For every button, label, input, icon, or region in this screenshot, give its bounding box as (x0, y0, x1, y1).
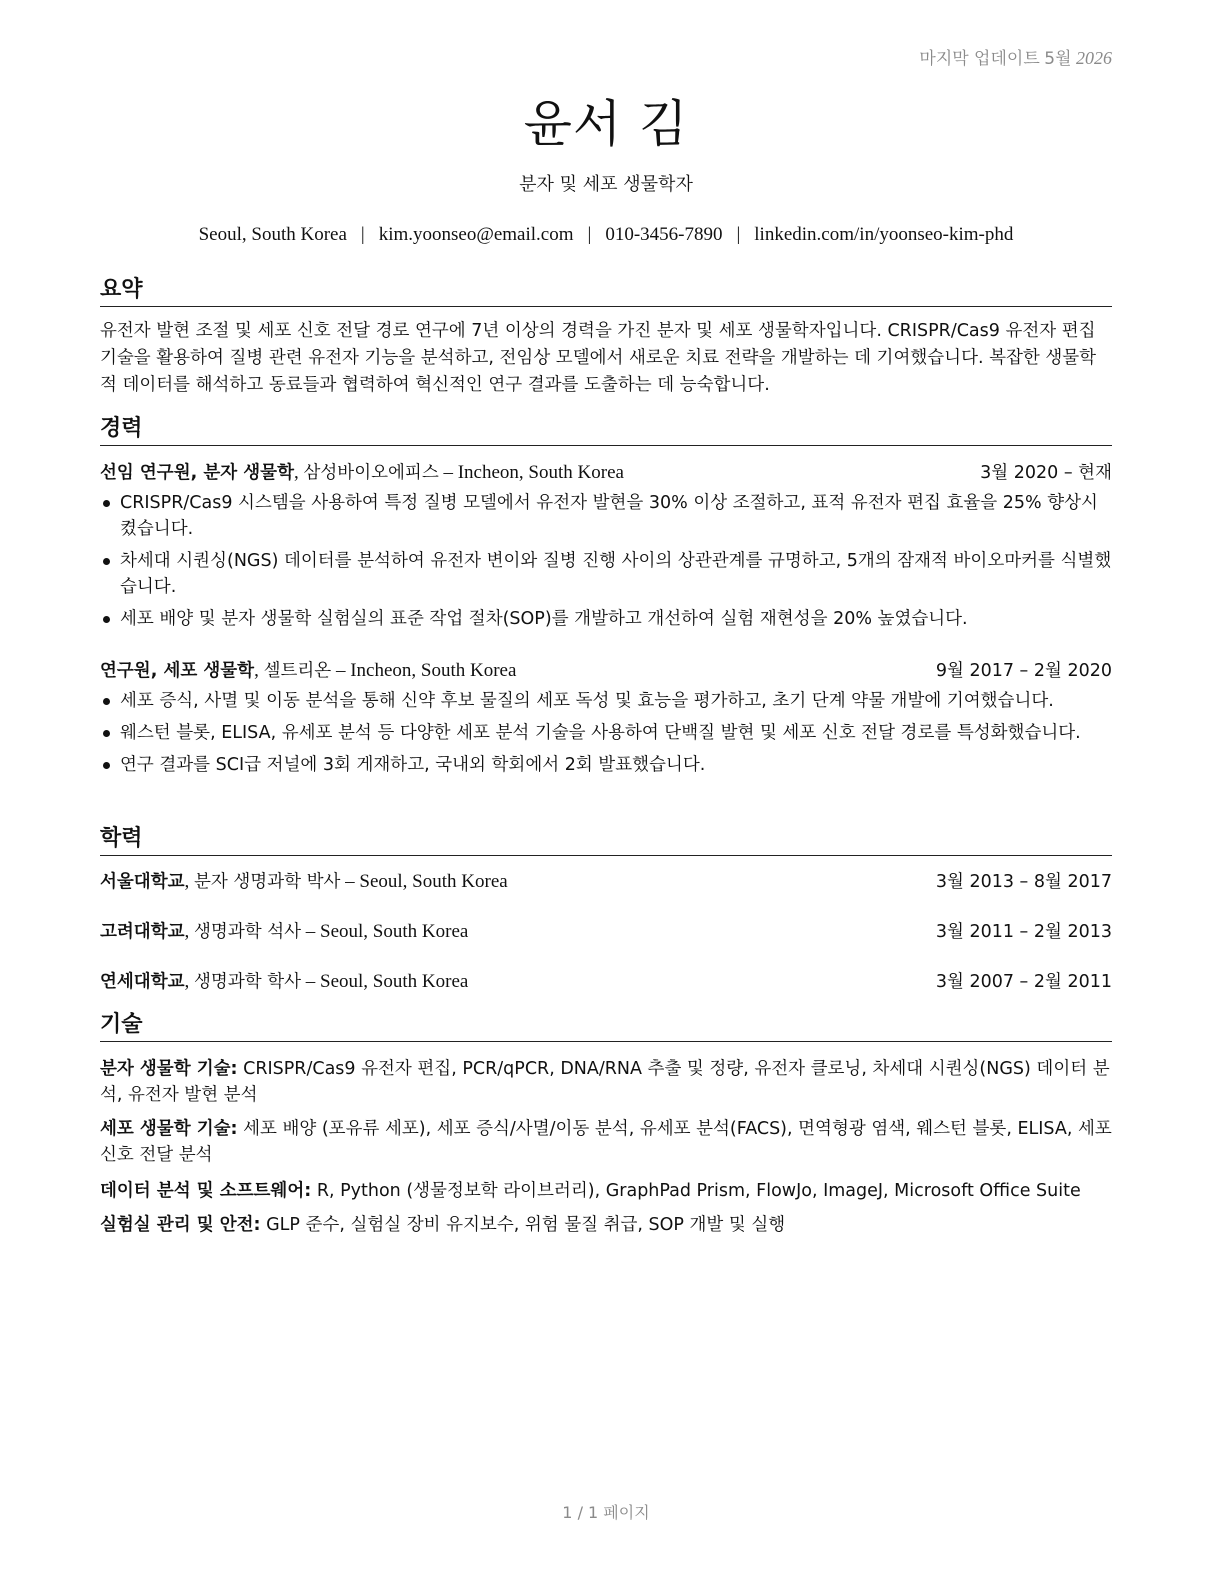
job-bullets (100, 490, 1112, 638)
job-location: Incheon, South Korea (350, 660, 517, 681)
job-dates: 3월 2020 – 현재 (980, 463, 1112, 483)
contact-email[interactable]: kim.yoonseo@email.com (378, 224, 574, 245)
job-bullet: 웨스턴 블롯, ELISA, 유세포 분석 등 다양한 세포 분석 기술을 사용하여 단백질 발현 및 세포 신호 전달 경로를 특성화했습니다. (100, 720, 1112, 746)
section-title-summary: 요약 (100, 276, 1112, 307)
degree: 생명과학 학사 (194, 972, 302, 992)
skill-row (100, 1116, 1112, 1168)
summary-text: 유전자 발현 조절 및 세포 신호 전달 경로 연구에 7년 이상의 경력을 가진 분자 및 세포 생물학자입니다. CRISPR/Cas9 유전자 편집 기술을 활용하여 질병 관련 유전자 기능을 분석하고, 전임상 모델에서 새로운 치료 전략을 개발하는 데 기여했습니다. 복잡한 생물학적 데이터를 해석하고 동료들과 협력하여 혁신적인 연구 결과를 도출하는 데 능숙합니다. (100, 321, 1097, 395)
job-location: Incheon, South Korea (457, 462, 624, 483)
education-dates: 3월 2011 – 2월 2013 (935, 922, 1112, 942)
skill-label: 분자 생물학 기술: (100, 1059, 238, 1079)
education-location: Seoul, South Korea (359, 871, 508, 892)
skill-value: R, Python (생물정보학 라이브러리), GraphPad Prism, FlowJo, ImageJ, Microsoft Office Suite (316, 1181, 1081, 1201)
skill-value: CRISPR/Cas9 유전자 편집, PCR/qPCR, DNA/RNA 추출 및 정량, 유전자 클로닝, 차세대 시퀀싱(NGS) 데이터 분석, 유전자 발현 분석 (100, 1059, 1110, 1105)
contact-separator: | (360, 224, 365, 245)
job-header: 선임 연구원, 분자 생물학, 삼성바이오에피스 – Incheon, South Korea 3월 2020 – 현재 (100, 460, 1112, 486)
education-item: 고려대학교, 생명과학 석사 – Seoul, South Korea 3월 2011 – 2월 2013 (100, 921, 1112, 942)
school-name: 서울대학교 (100, 872, 185, 892)
last-updated-year: 2026 (1076, 48, 1112, 68)
education-dates: 3월 2007 – 2월 2011 (935, 972, 1112, 992)
skill-label: 세포 생물학 기술: (100, 1119, 238, 1139)
job-bullet: 세포 배양 및 분자 생물학 실험실의 표준 작업 절차(SOP)를 개발하고 개선하여 실험 재현성을 20% 높였습니다. (100, 606, 1112, 632)
job-bullet: 세포 증식, 사멸 및 이동 분석을 통해 신약 후보 물질의 세포 독성 및 효능을 평가하고, 초기 단계 약물 개발에 기여했습니다. (100, 688, 1112, 714)
education-dates: 3월 2013 – 8월 2017 (935, 872, 1112, 892)
degree: 생명과학 석사 (194, 922, 302, 942)
job-bullets (100, 688, 1112, 784)
job-dates: 9월 2017 – 2월 2020 (935, 661, 1112, 681)
skill-label: 데이터 분석 및 소프트웨어: (100, 1181, 312, 1201)
section-title-skills: 기술 (100, 1011, 1112, 1042)
school-name: 연세대학교 (100, 972, 185, 992)
headline: 분자 및 세포 생물학자 (519, 174, 693, 195)
job-bullet: 연구 결과를 SCI급 저널에 3회 게재하고, 국내외 학회에서 2회 발표했습니다. (100, 752, 1112, 778)
skill-value: 세포 배양 (포유류 세포), 세포 증식/사멸/이동 분석, 유세포 분석(FACS), 면역형광 염색, 웨스턴 블롯, ELISA, 세포 신호 전달 분석 (100, 1119, 1112, 1165)
contact-linkedin[interactable]: linkedin.com/in/yoonseo-kim-phd (754, 224, 1014, 245)
education-item: 서울대학교, 분자 생명과학 박사 – Seoul, South Korea 3월 2013 – 8월 2017 (100, 871, 1112, 892)
education-location: Seoul, South Korea (320, 921, 469, 942)
job-company: 삼성바이오에피스 (303, 463, 439, 483)
degree: 분자 생명과학 박사 (194, 872, 341, 892)
job-bullet: 차세대 시퀀싱(NGS) 데이터를 분석하여 유전자 변이와 질병 진행 사이의 상관관계를 규명하고, 5개의 잠재적 바이오마커를 식별했습니다. (100, 548, 1112, 600)
last-updated (919, 44, 1112, 69)
page-footer: 1 / 1 페이지 (562, 1503, 650, 1522)
contact-separator: | (587, 224, 592, 245)
school-name: 고려대학교 (100, 922, 185, 942)
person-name: 윤서 김 (523, 95, 689, 153)
job-role: 연구원, 세포 생물학 (100, 661, 255, 681)
section-title-education: 학력 (100, 825, 1112, 856)
education-item: 연세대학교, 생명과학 학사 – Seoul, South Korea 3월 2007 – 2월 2011 (100, 971, 1112, 992)
skill-row (100, 1212, 1112, 1238)
skill-label: 실험실 관리 및 안전: (100, 1215, 261, 1235)
contact-phone: 010-3456-7890 (605, 224, 723, 245)
skill-row (100, 1178, 1112, 1204)
skill-value: GLP 준수, 실험실 장비 유지보수, 위험 물질 취급, SOP 개발 및 실행 (266, 1215, 786, 1235)
last-updated-label: 마지막 업데이트 (919, 49, 1040, 69)
last-updated-month: 5월 (1044, 49, 1072, 69)
skill-row (100, 1056, 1112, 1108)
contact-location: Seoul, South Korea (198, 224, 347, 245)
job-company: 셀트리온 (263, 661, 332, 681)
contact-separator: | (736, 224, 741, 245)
resume-page (100, 0, 1112, 1584)
contact-line (100, 224, 1112, 246)
section-title-experience: 경력 (100, 415, 1112, 446)
job-role: 선임 연구원, 분자 생물학 (100, 463, 294, 483)
job-header: 연구원, 세포 생물학, 셀트리온 – Incheon, South Korea 9월 2017 – 2월 2020 (100, 658, 1112, 684)
education-location: Seoul, South Korea (320, 971, 469, 992)
job-bullet: CRISPR/Cas9 시스템을 사용하여 특정 질병 모델에서 유전자 발현을 30% 이상 조절하고, 표적 유전자 편집 효율을 25% 향상시켰습니다. (100, 490, 1112, 542)
